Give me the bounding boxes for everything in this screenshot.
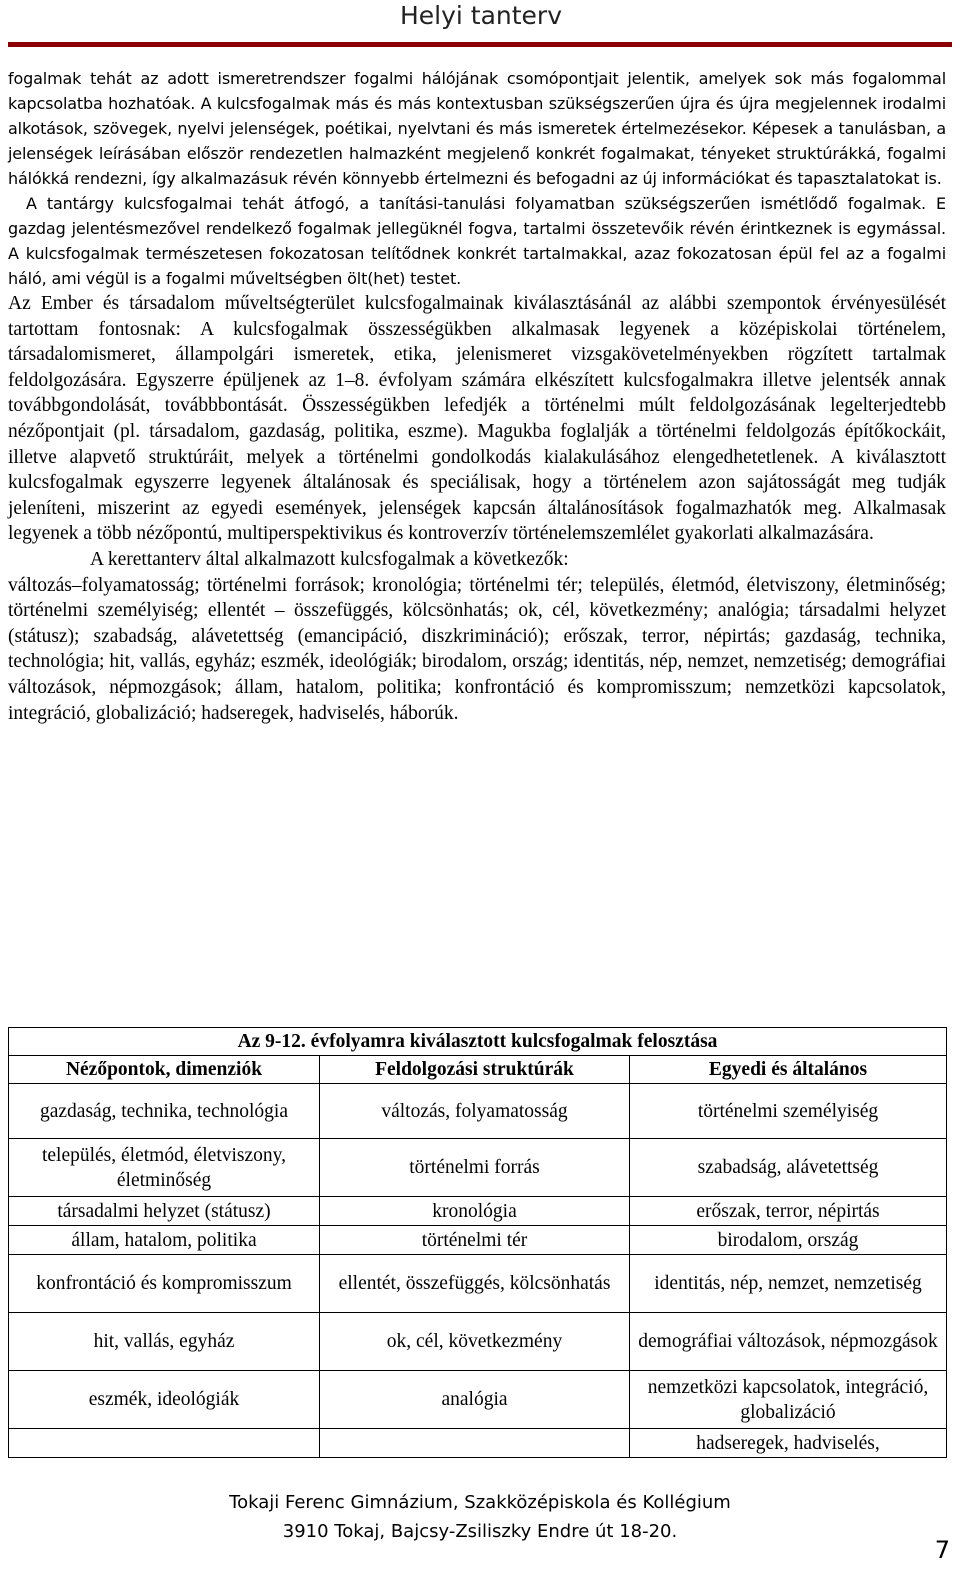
- table-cell: birodalom, ország: [630, 1226, 947, 1255]
- table-cell: társadalmi helyzet (státusz): [9, 1197, 320, 1226]
- table-cell: ellentét, összefüggés, kölcsönhatás: [320, 1255, 630, 1313]
- paragraph-4: A kerettanterv által alkalmazott kulcsfogalmak a következők:: [90, 548, 569, 570]
- table-cell: konfrontáció és kompromisszum: [9, 1255, 320, 1313]
- header-title: Helyi tanterv: [399, 1, 562, 30]
- key-concepts-table: [8, 1027, 947, 1458]
- table-header: Feldolgozási struktúrák: [320, 1056, 630, 1084]
- table-cell: erőszak, terror, népirtás: [630, 1197, 947, 1226]
- table-cell: hadseregek, hadviselés,: [630, 1429, 947, 1458]
- table-cell: gazdaság, technika, technológia: [9, 1084, 320, 1139]
- table-row: [9, 1084, 947, 1139]
- paragraph-3: Az Ember és társadalom műveltségterület kulcsfogalmainak kiválasztásánál az alábbi szempontok érvényesülését tartottam fontosnak: A kulcsfogalmak összességükben alkalmasak legyenek a középiskolai történelem, társadalomismeret, állampolgári ismeretek, etika, jelenismeret vizsgakövetelményekben rögzített tartalmak feldolgozására. Egyszerre épüljenek az 1–8. évfolyam számára elkészített kulcsfogalmakra illetve jelentsék annak továbbgondolását, továbbbontását. Összességükben lefedjék a történelmi múlt feldolgozásának legelterjedtebb nézőpontjait (pl. társadalom, gazdaság, politika, eszme). Magukba foglalják a történelmi feldolgozás építőkockáit, illetve alapvető struktúráit, melyek a történelmi gondolkodás kialakulásához elengedhetetlenek. A kiválasztott kulcsfogalmak egyszerre legyenek általánosak és speciálisak, hogy a történelem azon sajátosságát meg tudják jeleníteni, miszerint az egyedi események, jelenségek kapcsán általánosítások fogalmazhatók meg. Alkalmasak legyenek a több nézőpontú, multiperspektivikus és kontroverzív történelemszemlélet gyakorlati alkalmazására.: [8, 293, 946, 545]
- table-cell: állam, hatalom, politika: [9, 1226, 320, 1255]
- table-row: [9, 1371, 947, 1429]
- table-cell: eszmék, ideológiák: [9, 1371, 320, 1429]
- table-row: [9, 1255, 947, 1313]
- header-rule: [8, 42, 952, 47]
- paragraph-5: változás–folyamatosság; történelmi források; kronológia; történelmi tér; település, életmód, életviszony, életminőség; történelmi személyiség; ellentét – összefüggés, kölcsönhatás; ok, cél, következmény; analógia; társadalmi helyzet (státusz); szabadság, alávetettség (emancipáció, diszkrimináció); erőszak, terror, népirtás; gazdaság, technika, technológia; hit, vallás, egyház; eszmék, ideológiák; birodalom, ország; identitás, nép, nemzet, nemzetiség; demográfiai változások, népmozgások; állam, hatalom, politika; konfrontáció és kompromisszum; nemzetközi kapcsolatok, integráció, globalizáció; hadseregek, hadviselés, háborúk.: [8, 574, 946, 724]
- table-cell: ok, cél, következmény: [320, 1313, 630, 1371]
- footer-school-name: Tokaji Ferenc Gimnázium, Szakközépiskola és Kollégium: [229, 1492, 731, 1513]
- table-cell: történelmi tér: [320, 1226, 630, 1255]
- table-row: [9, 1197, 947, 1226]
- table-row: [9, 1313, 947, 1371]
- table-cell: változás, folyamatosság: [320, 1084, 630, 1139]
- table-row: [9, 1429, 947, 1458]
- table-cell: analógia: [320, 1371, 630, 1429]
- page-header: [0, 0, 960, 40]
- footer-address: 3910 Tokaj, Bajcsy-Zsiliszky Endre út 18-20.: [282, 1521, 678, 1542]
- document-body: [8, 66, 946, 726]
- table-row: [9, 1139, 947, 1197]
- table-cell: hit, vallás, egyház: [9, 1313, 320, 1371]
- paragraph-2: A tantárgy kulcsfogalmai tehát átfogó, a tanítási-tanulási folyamatban szükségszerűen ismétlődő fogalmak. E gazdag jelentésmezővel rendelkező fogalmak jellegüknél fogva, tartalmi összetevőik révén érintkeznek is egymással. A kulcsfogalmak természetesen fokozatosan telítődnek konkrét tartalmakkal, azaz fokozatosan épül fel az a fogalmi háló, ami végül is a fogalmi műveltségben ölt(het) testet.: [8, 194, 946, 288]
- table-cell: [9, 1429, 320, 1458]
- table-cell: identitás, nép, nemzet, nemzetiség: [630, 1255, 947, 1313]
- table-cell: település, életmód, életviszony, életminőség: [9, 1139, 320, 1197]
- table-cell: szabadság, alávetettség: [630, 1139, 947, 1197]
- table-cell: történelmi forrás: [320, 1139, 630, 1197]
- table-cell: demográfiai változások, népmozgások: [630, 1313, 947, 1371]
- page-number: 7: [934, 1536, 950, 1564]
- table-cell: [320, 1429, 630, 1458]
- table-header: Egyedi és általános: [630, 1056, 947, 1084]
- table-caption: Az 9-12. évfolyamra kiválasztott kulcsfogalmak felosztása: [9, 1028, 947, 1056]
- page-footer: [0, 1488, 960, 1546]
- paragraph-1: fogalmak tehát az adott ismeretrendszer fogalmi hálójának csomópontjait jelentik, amelyek sok más fogalommal kapcsolatba hozhatóak. A kulcsfogalmak más és más kontextusban szükségszerűen újra és újra megjelennek irodalmi alkotások, szövegek, nyelvi jelenségek, poétikai, nyelvtani és más ismeretek értelmezésekor. Képesek a tanulásban, a jelenségek leírásában először rendezetlen halmazként megjelenő konkrét fogalmakat, tényeket struktúrákká, fogalmi hálókká rendezni, így alkalmazásuk révén könnyebb értelmezni és befogadni az új információkat és tapasztalatokat is.: [8, 69, 946, 188]
- table-header: Nézőpontok, dimenziók: [9, 1056, 320, 1084]
- table-cell: nemzetközi kapcsolatok, integráció, globalizáció: [630, 1371, 947, 1429]
- table-cell: kronológia: [320, 1197, 630, 1226]
- table-row: [9, 1226, 947, 1255]
- table-cell: történelmi személyiség: [630, 1084, 947, 1139]
